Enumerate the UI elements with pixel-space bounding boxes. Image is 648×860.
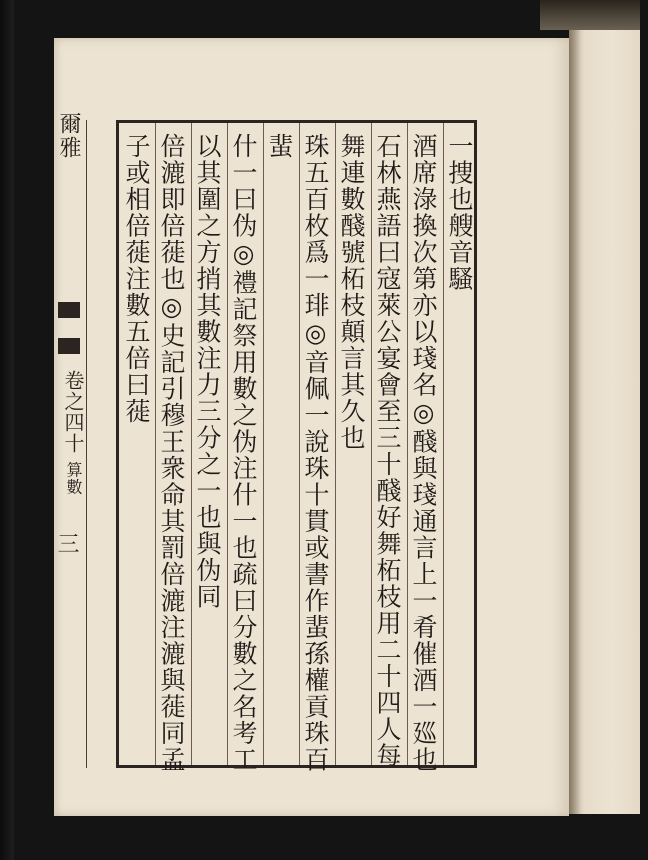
text-column-3: 石林燕語曰寇萊公宴會至三十醆好舞柘枝用二十四人每	[373, 133, 402, 769]
text-column-9: 倍漉即倍蓰也◎史記引穆王衆命其罰倍漉注漉與蓰同孟	[157, 133, 186, 773]
text-column-4: 舞連數醆號柘枝顛言其久也	[337, 133, 366, 451]
page-fold-shadow	[569, 30, 581, 814]
text-column-2: 酒席淥換次第亦以琖名◎醆與琖通言上一肴催酒一廵也	[409, 133, 438, 773]
right-page-edge	[569, 30, 640, 814]
text-column-7: 什一曰伪◎禮記祭用數之伪注什一也疏曰分數之名考工	[229, 133, 258, 773]
margin-rule	[86, 120, 87, 768]
text-frame	[116, 120, 477, 773]
show-through-text	[484, 108, 518, 134]
fish-tail-mark	[58, 302, 80, 354]
text-column-10: 子或相倍蓰注數五倍曰蓰	[122, 133, 151, 425]
margin-page-number: 三	[54, 532, 79, 554]
book-edge-left	[0, 0, 14, 860]
margin-section-label: 算數	[64, 461, 83, 496]
text-column-8: 以其圍之方捎其數注力三分之一也與伪同	[193, 133, 222, 610]
margin-chapter-label: 卷之四十	[61, 370, 85, 454]
top-paper-corner	[540, 0, 640, 30]
margin-book-title: 爾雅	[56, 112, 81, 160]
text-column-5: 珠五百枚爲一琲◎音佩一說珠十貫或書作蜚孫權貢珠百	[301, 133, 330, 773]
text-column-6: 蜚	[265, 133, 294, 160]
column-rule	[263, 123, 264, 765]
margin-chapter-title	[54, 370, 88, 495]
text-column-1: 一捜也艘音騷	[445, 133, 474, 292]
